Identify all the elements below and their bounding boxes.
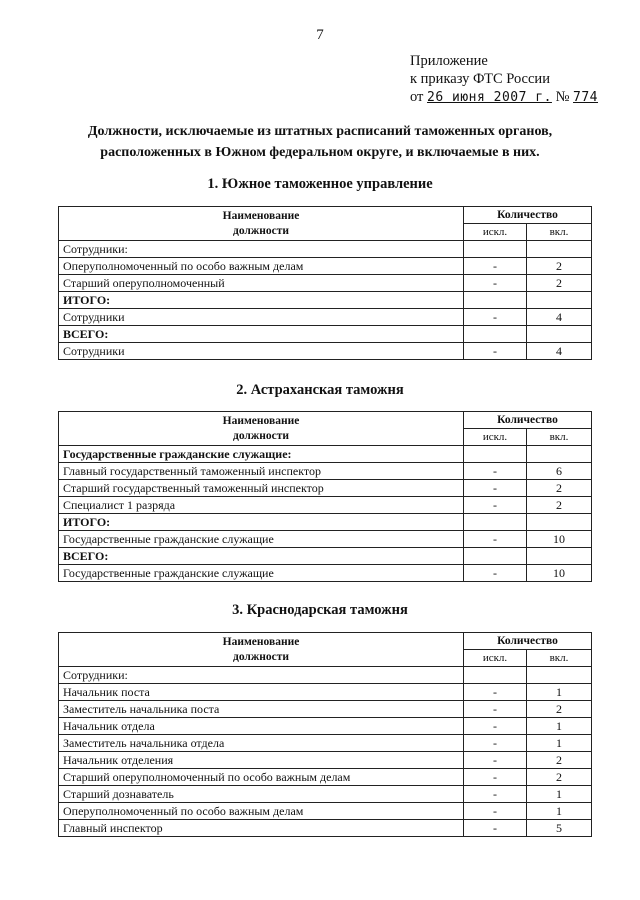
table-row — [59, 463, 592, 480]
date-prefix: от — [410, 89, 424, 105]
position-name-cell: Оперуполномоченный по особо важным делам — [59, 258, 464, 275]
title-line1: Должности, исключаемые из штатных расписаний таможенных органов, — [87, 124, 553, 139]
table-row — [59, 548, 592, 565]
excluded-column-header: искл. — [464, 224, 527, 241]
position-name-cell: Сотрудники: — [59, 241, 464, 258]
position-name-cell: Заместитель начальника поста — [59, 701, 464, 718]
name-column-header — [59, 412, 464, 446]
included-count-cell: 2 — [527, 497, 592, 514]
table-row — [59, 514, 592, 531]
excluded-count-cell: - — [464, 735, 527, 752]
name-column-header — [59, 633, 464, 667]
table-row — [59, 241, 592, 258]
excluded-count-cell: - — [464, 803, 527, 820]
excluded-count-cell: - — [464, 480, 527, 497]
position-name-cell: Старший государственный таможенный инспектор — [59, 480, 464, 497]
included-column-header: вкл. — [527, 224, 592, 241]
document-title — [0, 121, 640, 163]
order-number: 774 — [573, 90, 599, 105]
included-count-cell: 1 — [527, 718, 592, 735]
excluded-count-cell — [464, 446, 527, 463]
appendix-order-date — [410, 88, 598, 107]
position-name-cell: ИТОГО: — [59, 292, 464, 309]
included-count-cell: 4 — [527, 309, 592, 326]
quantity-column-header: Количество — [464, 207, 592, 224]
quantity-column-header: Количество — [464, 412, 592, 429]
order-date: 26 июня 2007 г. — [427, 90, 552, 105]
header-name-line2: должности — [233, 429, 289, 442]
excluded-column-header: искл. — [464, 650, 527, 667]
included-count-cell: 1 — [527, 735, 592, 752]
included-count-cell: 2 — [527, 769, 592, 786]
excluded-count-cell — [464, 667, 527, 684]
quantity-column-header: Количество — [464, 633, 592, 650]
excluded-count-cell: - — [464, 531, 527, 548]
positions-table — [58, 206, 592, 360]
included-count-cell: 2 — [527, 275, 592, 292]
table-row — [59, 718, 592, 735]
included-count-cell: 1 — [527, 684, 592, 701]
position-name-cell: Сотрудники — [59, 343, 464, 360]
included-count-cell: 6 — [527, 463, 592, 480]
appendix-block — [410, 52, 598, 107]
excluded-count-cell: - — [464, 275, 527, 292]
position-name-cell: Государственные гражданские служащие — [59, 531, 464, 548]
excluded-count-cell: - — [464, 820, 527, 837]
position-name-cell: ИТОГО: — [59, 514, 464, 531]
excluded-count-cell: - — [464, 463, 527, 480]
appendix-line1: Приложение — [410, 53, 488, 69]
included-count-cell: 1 — [527, 803, 592, 820]
table-row — [59, 531, 592, 548]
section-title: 3. Краснодарская таможня — [232, 602, 408, 618]
included-count-cell: 2 — [527, 258, 592, 275]
excluded-count-cell: - — [464, 565, 527, 582]
table-row — [59, 292, 592, 309]
position-name-cell: Государственные гражданские служащие — [59, 565, 464, 582]
table-row — [59, 446, 592, 463]
table-row — [59, 258, 592, 275]
position-name-cell: Начальник поста — [59, 684, 464, 701]
appendix-line2: к приказу ФТС России — [410, 71, 550, 87]
table-header-row — [59, 412, 592, 429]
position-name-cell: Заместитель начальника отдела — [59, 735, 464, 752]
section-title: 2. Астраханская таможня — [236, 382, 404, 398]
excluded-count-cell: - — [464, 752, 527, 769]
position-name-cell: Государственные гражданские служащие: — [59, 446, 464, 463]
included-count-cell — [527, 292, 592, 309]
included-count-cell — [527, 514, 592, 531]
excluded-count-cell — [464, 548, 527, 565]
excluded-count-cell: - — [464, 258, 527, 275]
position-name-cell: Начальник отдела — [59, 718, 464, 735]
included-count-cell — [527, 446, 592, 463]
included-count-cell — [527, 667, 592, 684]
table-row — [59, 735, 592, 752]
position-name-cell: ВСЕГО: — [59, 326, 464, 343]
table-row — [59, 667, 592, 684]
title-line2: расположенных в Южном федеральном округе, и включаемые в них. — [100, 145, 540, 160]
excluded-count-cell: - — [464, 701, 527, 718]
position-name-cell: Сотрудники: — [59, 667, 464, 684]
position-name-cell: ВСЕГО: — [59, 548, 464, 565]
included-count-cell: 4 — [527, 343, 592, 360]
position-name-cell: Начальник отделения — [59, 752, 464, 769]
excluded-count-cell: - — [464, 684, 527, 701]
position-name-cell: Главный государственный таможенный инспектор — [59, 463, 464, 480]
excluded-count-cell: - — [464, 786, 527, 803]
header-name-line2: должности — [233, 224, 289, 237]
positions-table — [58, 632, 592, 837]
included-count-cell — [527, 326, 592, 343]
table-header-row — [59, 207, 592, 224]
included-count-cell: 10 — [527, 531, 592, 548]
excluded-column-header: искл. — [464, 429, 527, 446]
excluded-count-cell — [464, 241, 527, 258]
included-count-cell — [527, 548, 592, 565]
table-row — [59, 326, 592, 343]
table-row — [59, 309, 592, 326]
included-count-cell: 2 — [527, 752, 592, 769]
table-row — [59, 497, 592, 514]
included-count-cell: 2 — [527, 701, 592, 718]
excluded-count-cell: - — [464, 718, 527, 735]
excluded-count-cell: - — [464, 769, 527, 786]
included-count-cell: 1 — [527, 786, 592, 803]
excluded-count-cell — [464, 514, 527, 531]
included-column-header: вкл. — [527, 650, 592, 667]
included-count-cell: 5 — [527, 820, 592, 837]
included-count-cell — [527, 241, 592, 258]
header-name-line1: Наименование — [222, 209, 300, 222]
number-sign: № — [555, 89, 570, 105]
excluded-count-cell: - — [464, 497, 527, 514]
table-row — [59, 769, 592, 786]
header-name-line1: Наименование — [222, 635, 300, 648]
table-row — [59, 565, 592, 582]
position-name-cell: Старший дознаватель — [59, 786, 464, 803]
position-name-cell: Оперуполномоченный по особо важным делам — [59, 803, 464, 820]
table-row — [59, 820, 592, 837]
table-row — [59, 684, 592, 701]
excluded-count-cell — [464, 326, 527, 343]
positions-table — [58, 411, 592, 582]
header-name-line2: должности — [233, 650, 289, 663]
excluded-count-cell — [464, 292, 527, 309]
header-name-line1: Наименование — [222, 414, 300, 427]
name-column-header — [59, 207, 464, 241]
position-name-cell: Главный инспектор — [59, 820, 464, 837]
table-row — [59, 803, 592, 820]
position-name-cell: Старший оперуполномоченный по особо важным делам — [59, 769, 464, 786]
included-column-header: вкл. — [527, 429, 592, 446]
section-title: 1. Южное таможенное управление — [207, 176, 433, 192]
table-row — [59, 480, 592, 497]
position-name-cell: Сотрудники — [59, 309, 464, 326]
position-name-cell: Старший оперуполномоченный — [59, 275, 464, 292]
table-row — [59, 275, 592, 292]
included-count-cell: 2 — [527, 480, 592, 497]
page-number: 7 — [316, 27, 324, 43]
excluded-count-cell: - — [464, 343, 527, 360]
included-count-cell: 10 — [527, 565, 592, 582]
position-name-cell: Специалист 1 разряда — [59, 497, 464, 514]
table-row — [59, 786, 592, 803]
table-row — [59, 701, 592, 718]
table-row — [59, 343, 592, 360]
excluded-count-cell: - — [464, 309, 527, 326]
table-header-row — [59, 633, 592, 650]
table-row — [59, 752, 592, 769]
